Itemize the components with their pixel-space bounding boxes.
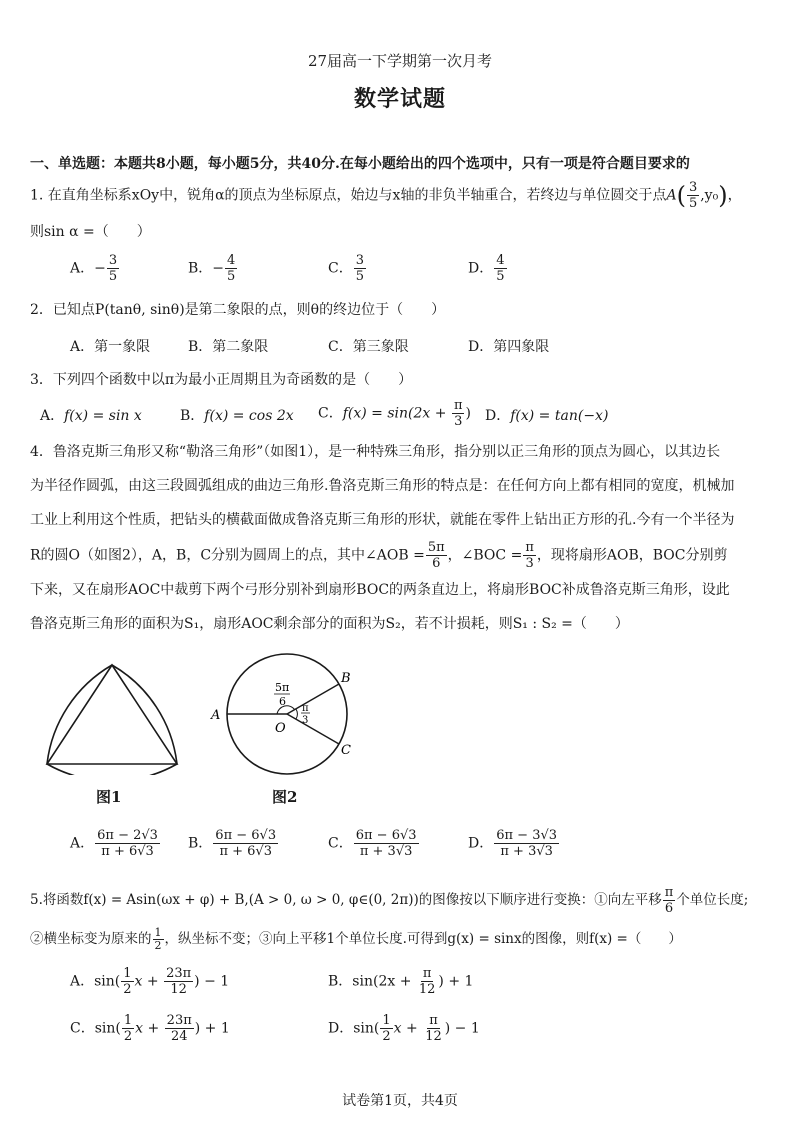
section-heading: 一、单选题：本题共8小题，每小题5分，共40分.在每小题给出的四个选项中，只有一项是符合题目要求的 bbox=[30, 156, 690, 172]
q2-option-d: D．第四象限 bbox=[468, 339, 550, 355]
figure-1-label: 图1 bbox=[96, 788, 122, 806]
reuleaux-arcs bbox=[47, 665, 177, 775]
q5-option-a: A．sin( $\frac{1}{2}$ x + $\frac{23\pi}{12}$ ) − 1 bbox=[70, 966, 230, 997]
q1-option-b: B．− $\frac{4}{5}$ bbox=[188, 253, 236, 284]
q1-option-d: D． $\frac{4}{5}$ bbox=[468, 253, 505, 284]
question-1-text: 1. 在直角坐标系xOy中，锐角α的顶点为坐标原点，始边与x轴的非负半轴重合，若终边与单位圆交于点 bbox=[30, 187, 667, 204]
label-b: B bbox=[341, 671, 351, 686]
label-c: C bbox=[341, 743, 351, 758]
angle-aob-den: 6 bbox=[279, 695, 286, 708]
q3-option-b: B．f(x) = cos 2x bbox=[180, 408, 294, 424]
figure-1-reuleaux-triangle bbox=[40, 660, 185, 775]
question-4-line5: 下来，又在扇形AOC中裁剪下两个弓形分别补到扇形BOC的两条直边上，将扇形BOC补成鲁洛克斯三角形，设此 bbox=[30, 582, 730, 598]
q5-option-d: D．sin( $\frac{1}{2}$ x + $\frac{\pi}{12}$ ) − 1 bbox=[328, 1013, 480, 1044]
figure-2-circle bbox=[205, 650, 365, 780]
question-5-line1: 5.将函数f(x) = Asin(ωx + φ) + B,(A > 0, ω > 0, φ∈(0, 2π))的图像按以下顺序进行变换：①向左平移 $\frac{\pi}{6}$ 个单位长度; bbox=[30, 885, 749, 916]
question-3-stem: 3．下列四个函数中以π为最小正周期且为奇函数的是（ ） bbox=[30, 372, 413, 388]
q4-option-d: D． $\frac{6\pi - 3√3}{\pi + 3√3}$ bbox=[468, 828, 558, 859]
q3-option-c: C．f(x) = sin(2x + $\frac{\pi}{3}$ ) bbox=[318, 398, 471, 429]
inner-triangle bbox=[47, 665, 177, 764]
question-4-line3: 工业上利用这个性质，把钻头的横截面做成鲁洛克斯三角形的形状，就能在零件上钻出正方形的孔.今有一个半径为 bbox=[30, 512, 735, 528]
question-5-line2: ②横坐标变为原来的 $\frac{1}{2}$ ，纵坐标不变；③向上平移1个单位长度.可得到g(x) = sinx的图像，则f(x) =（ ） bbox=[30, 926, 682, 952]
point-y: ,y₀ bbox=[700, 187, 719, 204]
q1-option-a: A．− $\frac{3}{5}$ bbox=[70, 253, 118, 284]
q2-option-c: C．第三象限 bbox=[328, 339, 409, 355]
question-2-stem: 2．已知点P(tanθ, sinθ)是第二象限的点，则θ的终边位于（ ） bbox=[30, 302, 446, 318]
q5-option-c: C．sin( $\frac{1}{2}$ x + $\frac{23\pi}{24}$ ) + 1 bbox=[70, 1013, 230, 1044]
q2-option-b: B．第二象限 bbox=[188, 339, 269, 355]
point-x-fraction: $\frac{3}{5}$ bbox=[688, 180, 698, 211]
angle-boc-num: π bbox=[302, 703, 309, 714]
question-4-line6: 鲁洛克斯三角形的面积为S₁，扇形AOC剩余部分的面积为S₂，若不计损耗，则S₁ : S₂ =（ ） bbox=[30, 616, 629, 632]
figure-2-label: 图2 bbox=[272, 788, 298, 806]
page-footer: 试卷第1页，共4页 bbox=[342, 1093, 458, 1109]
q1-option-c: C． $\frac{3}{5}$ bbox=[328, 253, 364, 284]
exam-subtitle: 27届高一下学期第一次月考 bbox=[307, 52, 493, 70]
q5-option-b: B．sin(2x + $\frac{\pi}{12}$ ) + 1 bbox=[328, 966, 474, 997]
q3-option-a: A．f(x) = sin x bbox=[40, 408, 142, 424]
angle-boc-den: 3 bbox=[302, 715, 309, 726]
question-1-stem: 1. 在直角坐标系xOy中，锐角α的顶点为坐标原点，始边与x轴的非负半轴重合，若终边与单位圆交于点A( $\frac{3}{5}$ ,y₀)， bbox=[30, 180, 742, 211]
question-1-line2: 则sin α =（ ） bbox=[30, 224, 151, 240]
question-4-line2: 为半径作圆弧，由这三段圆弧组成的曲边三角形.鲁洛克斯三角形的特点是：在任何方向上都有相同的宽度，机械加 bbox=[30, 478, 735, 494]
radius-oc bbox=[287, 714, 339, 744]
q4-option-b: B． $\frac{6\pi - 6√3}{\pi + 6√3}$ bbox=[188, 828, 277, 859]
point-label: A bbox=[666, 187, 677, 204]
question-4-line1: 4．鲁洛克斯三角形又称“勒洛三角形”（如图1），是一种特殊三角形，指分别以正三角形的顶点为圆心，以其边长 bbox=[30, 444, 721, 460]
q4-option-a: A． $\frac{6\pi - 2√3}{\pi + 6√3}$ bbox=[70, 828, 158, 859]
question-4-line4: R的圆O（如图2），A，B，C分别为圆周上的点，其中∠AOB = $\frac{5\pi}{6}$ ，∠BOC = $\frac{\pi}{3}$ ，现将扇形AOB，BOC分别剪 bbox=[30, 540, 728, 571]
exam-title: 数学试题 bbox=[353, 86, 446, 112]
q2-option-a: A．第一象限 bbox=[70, 339, 151, 355]
q4-option-c: C． $\frac{6\pi - 6√3}{\pi + 3√3}$ bbox=[328, 828, 417, 859]
q3-option-d: D．f(x) = tan(−x) bbox=[485, 408, 609, 424]
angle-aob-num: 5π bbox=[275, 681, 290, 694]
label-o: O bbox=[275, 721, 286, 736]
angle-arc-boc bbox=[296, 709, 297, 719]
label-a: A bbox=[211, 708, 221, 723]
